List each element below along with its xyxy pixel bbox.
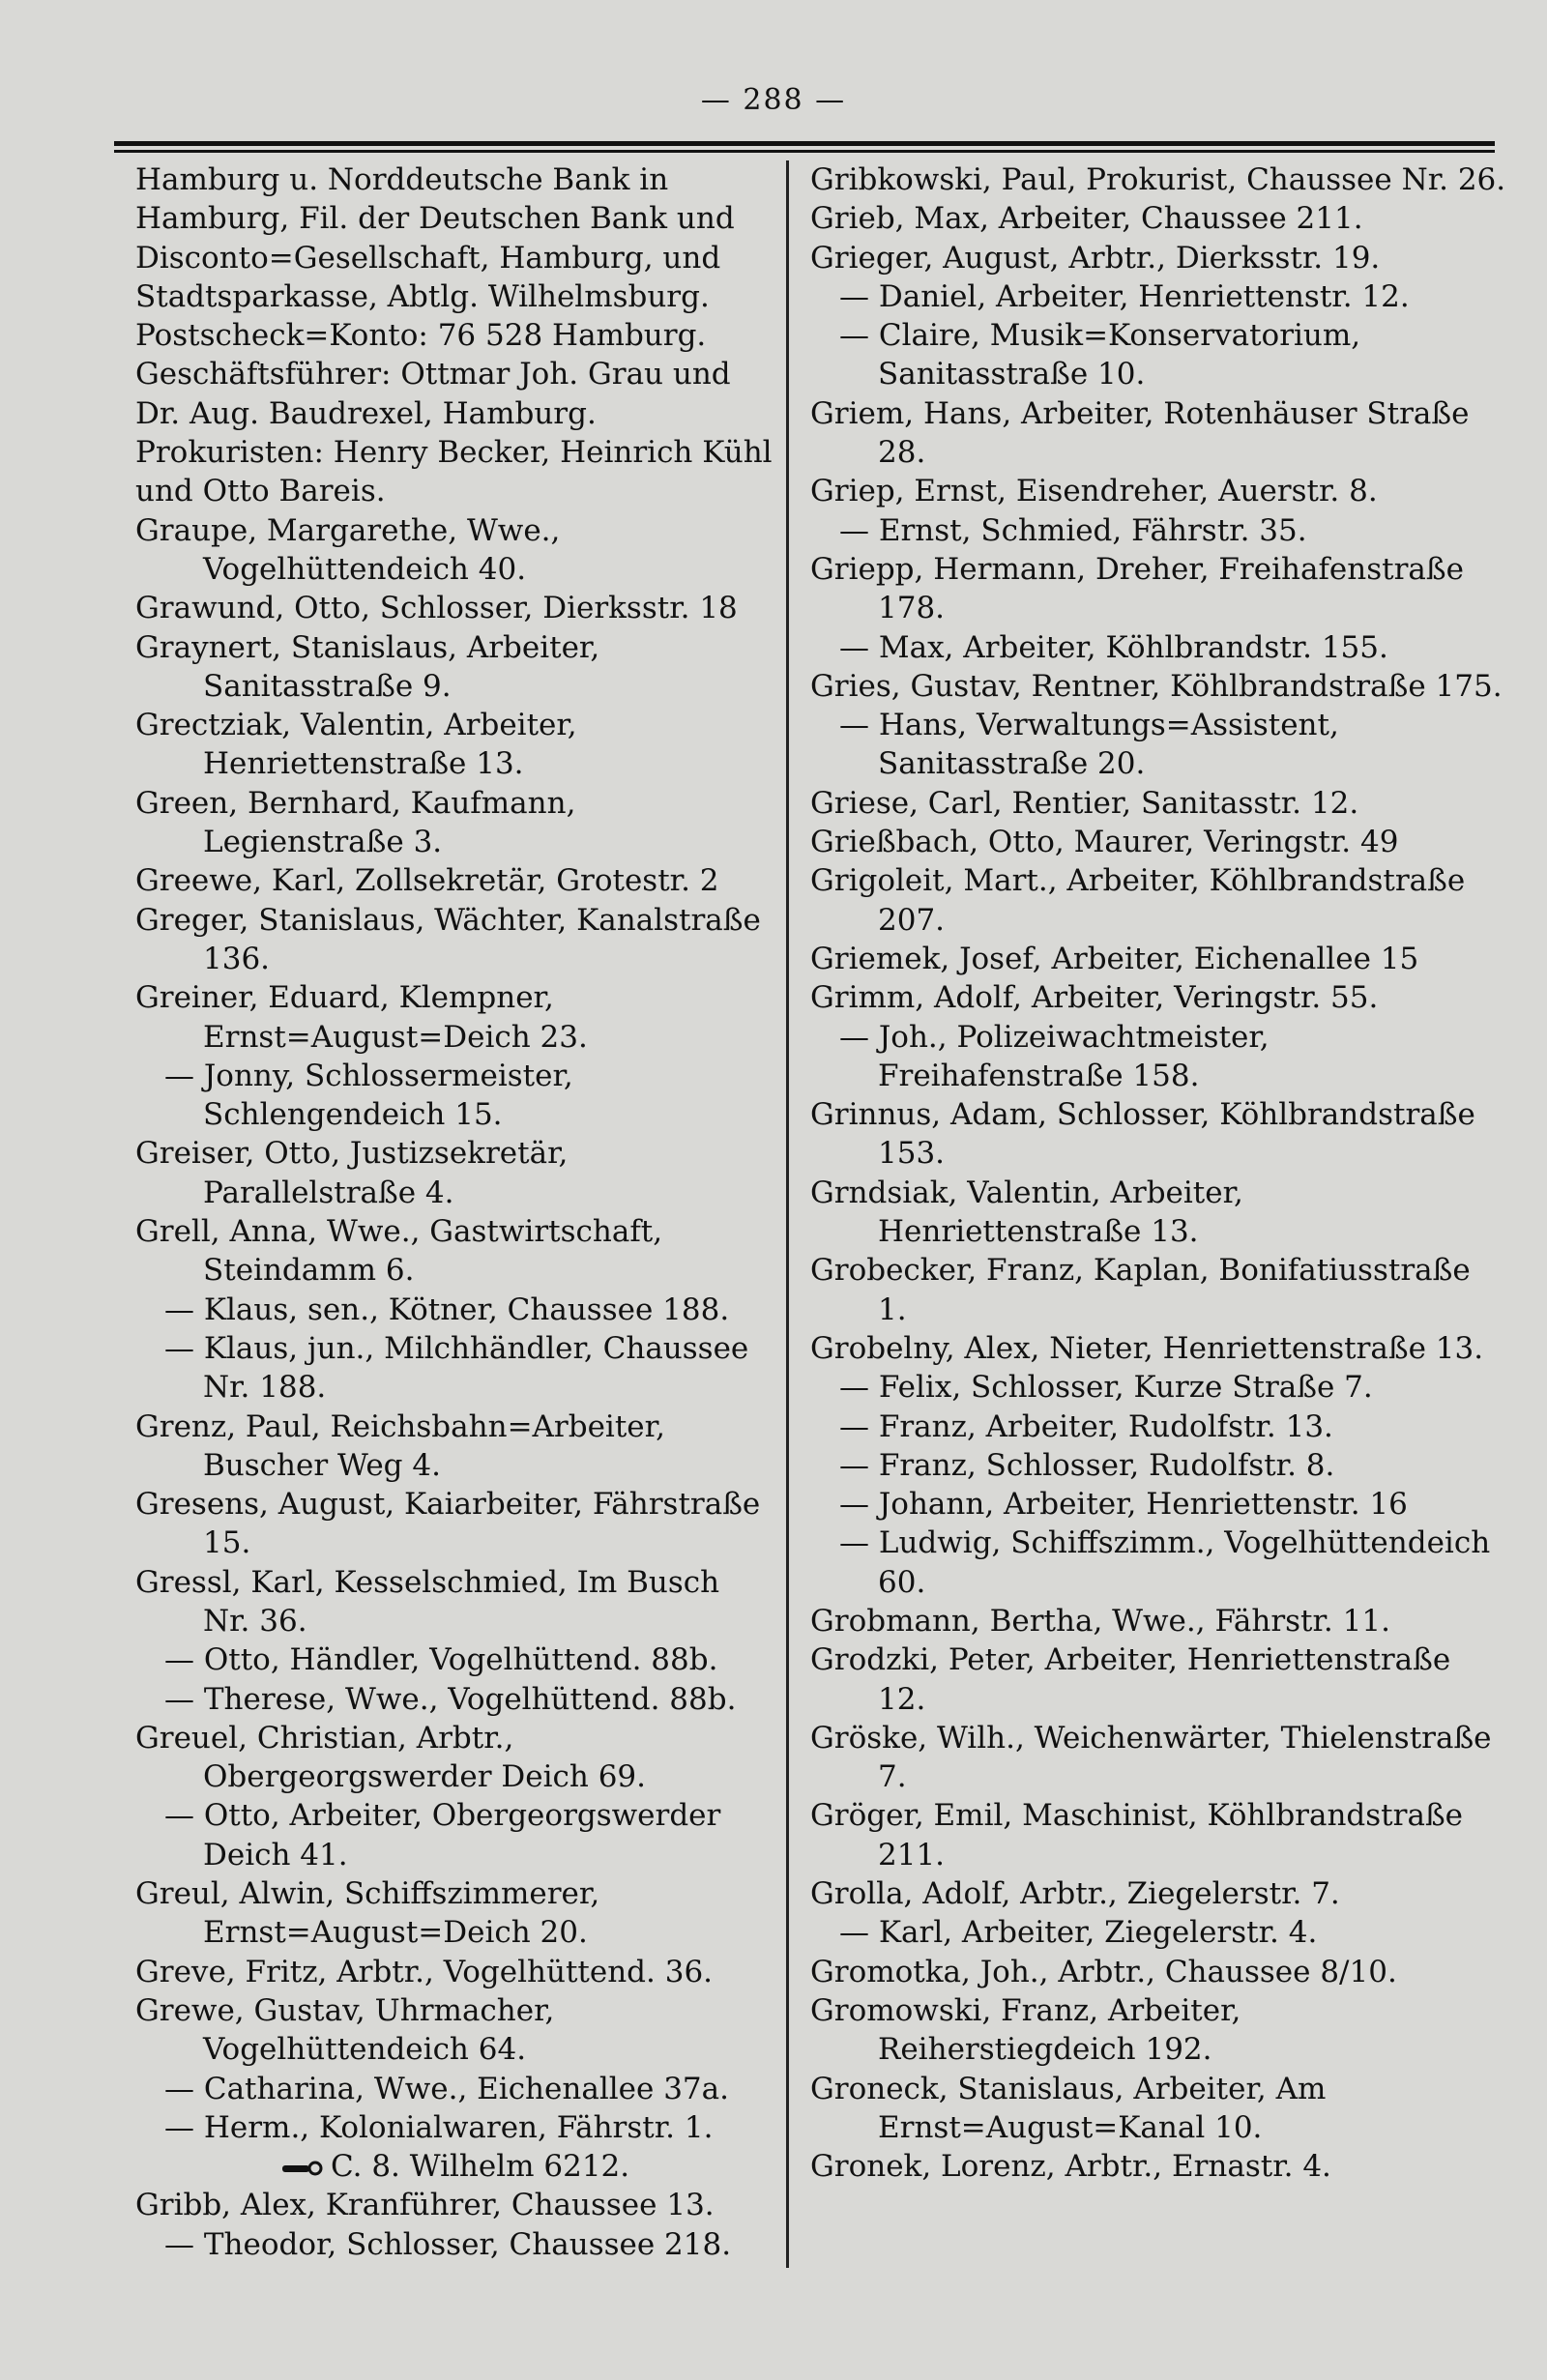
directory-entry: Grießbach, Otto, Maurer, Veringstr. 49	[810, 825, 1399, 860]
directory-entry: Graynert, Stanislaus, Arbeiter, Sanitasstraße 9.	[135, 629, 600, 704]
directory-subentry: — Otto, Händler, Vogelhüttend. 88b.	[164, 1642, 718, 1678]
directory-entry: Grawund, Otto, Schlosser, Dierksstr. 18	[135, 591, 738, 626]
directory-phone-line	[135, 2147, 774, 2186]
directory-subentry: — Therese, Wwe., Vogelhüttend. 88b.	[164, 1681, 737, 1717]
directory-subentry: — Klaus, sen., Kötner, Chaussee 188.	[164, 1292, 730, 1327]
directory-entry: Gronek, Lorenz, Arbtr., Ernastr. 4.	[810, 2149, 1331, 2185]
directory-entry: Greiner, Eduard, Klempner, Ernst=August=Deich 23.	[135, 980, 588, 1055]
directory-entry: Griese, Carl, Rentier, Sanitasstr. 12.	[810, 785, 1359, 821]
directory-entry: Grectziak, Valentin, Arbeiter, Henriettenstraße 13.	[135, 708, 577, 782]
directory-entry: Griem, Hans, Arbeiter, Rotenhäuser Straße 28.	[810, 395, 1470, 471]
directory-subentry: — Ernst, Schmied, Fährstr. 35.	[839, 512, 1307, 548]
directory-entry: Grolla, Adolf, Arbtr., Ziegelerstr. 7.	[810, 1876, 1340, 1912]
directory-entry: Grieb, Max, Arbeiter, Chaussee 211.	[810, 201, 1363, 237]
directory-entry: Gries, Gustav, Rentner, Köhlbrandstraße 175.	[810, 668, 1503, 704]
directory-entry: Greger, Stanislaus, Wächter, Kanalstraße 136.	[135, 902, 761, 976]
left-column	[135, 160, 774, 2264]
directory-subentry: — Ludwig, Schiffszimm., Vogelhüttendeich 60.	[839, 1525, 1491, 1600]
directory-entry: Gressl, Karl, Kesselschmied, Im Busch Nr. 36.	[135, 1564, 720, 1639]
directory-entry: Grobelny, Alex, Nieter, Henriettenstraße 13.	[810, 1330, 1484, 1366]
directory-entry: Hamburg u. Norddeutsche Bank in Hamburg, Fil. der Deutschen Bank und Disconto=Gesellschaft, Hamburg, und Stadtsparkasse, Abtlg. Wilhelmsburg. Postscheck=Konto: 76 528 Hamburg. Geschäftsführer: Ottmar Joh. Grau und Dr. Aug. Baudrexel, Hamburg. Prokuristen: Henry Becker, Heinrich Kühl und Otto Bareis.	[135, 162, 773, 509]
directory-entry: Grinnus, Adam, Schlosser, Köhlbrandstraße 153.	[810, 1097, 1475, 1172]
header-rule-thick	[114, 141, 1495, 146]
directory-entry: Gresens, August, Kaiarbeiter, Fährstraße 15.	[135, 1487, 761, 1561]
directory-entry: Grenz, Paul, Reichsbahn=Arbeiter, Buscher Weg 4.	[135, 1408, 665, 1483]
header-rule-thin	[114, 150, 1495, 153]
directory-subentry: — Catharina, Wwe., Eichenallee 37a.	[164, 2071, 729, 2106]
directory-entry: Gribkowski, Paul, Prokurist, Chaussee Nr. 26.	[810, 162, 1506, 197]
directory-entry: Greve, Fritz, Arbtr., Vogelhüttend. 36.	[135, 1954, 714, 1989]
directory-subentry: — Herm., Kolonialwaren, Fährstr. 1.	[164, 2109, 714, 2145]
directory-subentry: — Jonny, Schlossermeister, Schlengendeich 15.	[164, 1058, 573, 1133]
directory-entry: Groneck, Stanislaus, Arbeiter, Am Ernst=August=Kanal 10.	[810, 2071, 1327, 2145]
directory-entry: Greuel, Christian, Arbtr., Obergeorgswerder Deich 69.	[135, 1720, 647, 1795]
directory-subentry: — Felix, Schlosser, Kurze Straße 7.	[839, 1370, 1373, 1406]
directory-subentry: — Otto, Arbeiter, Obergeorgswerder Deich 41.	[164, 1798, 721, 1872]
phone-number: C. 8. Wilhelm 6212.	[331, 2149, 630, 2185]
directory-entry: Grobmann, Bertha, Wwe., Fährstr. 11.	[810, 1603, 1390, 1639]
directory-subentry: — Daniel, Arbeiter, Henriettenstr. 12.	[839, 278, 1410, 314]
directory-entry: Grimm, Adolf, Arbeiter, Veringstr. 55.	[810, 980, 1379, 1016]
column-divider	[786, 160, 789, 2268]
directory-subentry: — Joh., Polizeiwachtmeister, Freihafenstraße 158.	[839, 1019, 1270, 1093]
directory-entry: Grewe, Gustav, Uhrmacher, Vogelhüttendeich 64.	[135, 1992, 555, 2068]
directory-subentry: — Karl, Arbeiter, Ziegelerstr. 4.	[839, 1915, 1318, 1951]
directory-entry: Graupe, Margarethe, Wwe., Vogelhüttendeich 40.	[135, 512, 561, 587]
directory-entry: Gromotka, Joh., Arbtr., Chaussee 8/10.	[810, 1954, 1397, 1989]
directory-subentry: — Johann, Arbeiter, Henriettenstr. 16	[839, 1487, 1408, 1523]
directory-entry: Green, Bernhard, Kaufmann, Legienstraße 3.	[135, 785, 576, 860]
directory-entry: Grodzki, Peter, Arbeiter, Henriettenstraße 12.	[810, 1642, 1451, 1717]
directory-entry: Greul, Alwin, Schiffszimmerer, Ernst=August=Deich 20.	[135, 1876, 600, 1951]
directory-subentry: — Hans, Verwaltungs=Assistent, Sanitasstraße 20.	[839, 708, 1339, 782]
directory-entry: Grieger, August, Arbtr., Dierksstr. 19.	[810, 240, 1381, 276]
directory-entry: Gröger, Emil, Maschinist, Köhlbrandstraße 211.	[810, 1798, 1463, 1872]
directory-entry: Griep, Ernst, Eisendreher, Auerstr. 8.	[810, 474, 1378, 509]
directory-entry: Griemek, Josef, Arbeiter, Eichenallee 15	[810, 941, 1419, 976]
right-column	[810, 160, 1506, 2186]
directory-entry: Gribb, Alex, Kranführer, Chaussee 13.	[135, 2188, 715, 2223]
directory-subentry: — Theodor, Schlosser, Chaussee 218.	[164, 2226, 732, 2262]
directory-subentry: — Klaus, jun., Milchhändler, Chaussee Nr. 188.	[164, 1330, 749, 1406]
directory-subentry: — Franz, Arbeiter, Rudolfstr. 13.	[839, 1408, 1333, 1444]
directory-entry: Griepp, Hermann, Dreher, Freihafenstraße 178.	[810, 551, 1464, 626]
page-number: — 288 —	[700, 83, 847, 117]
directory-entry: Gromowski, Franz, Arbeiter, Reiherstiegdeich 192.	[810, 1992, 1241, 2068]
directory-entry: Grigoleit, Mart., Arbeiter, Köhlbrandstraße 207.	[810, 863, 1466, 938]
directory-subentry: — Claire, Musik=Konservatorium, Sanitasstraße 10.	[839, 318, 1361, 392]
directory-entry: Greewe, Karl, Zollsekretär, Grotestr. 2	[135, 863, 719, 899]
directory-subentry: — Max, Arbeiter, Köhlbrandstr. 155.	[839, 629, 1388, 665]
directory-entry: Gröske, Wilh., Weichenwärter, Thielenstraße 7.	[810, 1720, 1492, 1795]
directory-entry: Greiser, Otto, Justizsekretär, Parallelstraße 4.	[135, 1136, 569, 1210]
telephone-icon	[280, 2160, 323, 2177]
directory-entry: Grobecker, Franz, Kaplan, Bonifatiusstraße 1.	[810, 1253, 1471, 1327]
directory-entry: Grndsiak, Valentin, Arbeiter, Henriettenstraße 13.	[810, 1175, 1243, 1250]
directory-entry: Grell, Anna, Wwe., Gastwirtschaft, Steindamm 6.	[135, 1214, 663, 1289]
directory-subentry: — Franz, Schlosser, Rudolfstr. 8.	[839, 1447, 1335, 1483]
